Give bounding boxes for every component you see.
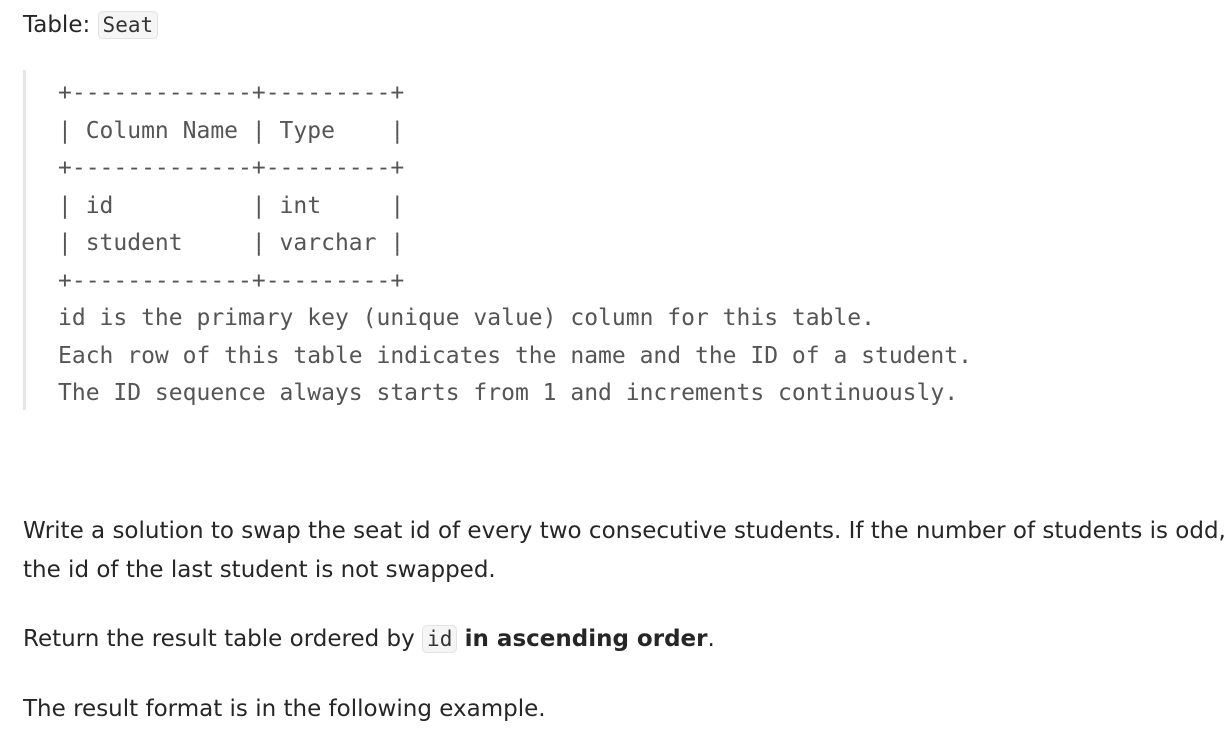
table-heading bbox=[23, 8, 158, 42]
schema-note: id is the primary key (unique value) column for this table. bbox=[58, 305, 875, 331]
return-order-bold: in ascending order bbox=[464, 626, 708, 652]
schema-blockquote bbox=[23, 70, 1126, 410]
schema-line: +-------------+---------+ bbox=[58, 267, 405, 294]
return-suffix: . bbox=[707, 626, 715, 652]
schema-line: | Column Name | Type | bbox=[58, 117, 405, 144]
task-description-line2: the id of the last student is not swapped. bbox=[23, 557, 496, 583]
return-prefix: Return the result table ordered by bbox=[23, 626, 423, 652]
return-instruction bbox=[23, 620, 715, 659]
schema-line: | student | varchar | bbox=[58, 230, 405, 256]
schema-note: Each row of this table indicates the name and the ID of a student. bbox=[58, 342, 972, 369]
schema-line: +-------------+---------+ bbox=[58, 155, 405, 181]
schema-code-block bbox=[58, 75, 972, 413]
schema-line: | id | int | bbox=[58, 192, 405, 219]
table-name-code: Seat bbox=[98, 11, 159, 39]
task-description bbox=[23, 512, 1226, 590]
result-format-note: The result format is in the following example. bbox=[23, 696, 546, 722]
schema-line: +-------------+---------+ bbox=[58, 80, 405, 106]
task-description-line1: Write a solution to swap the seat id of every two consecutive students. If the number of students is odd, bbox=[23, 518, 1226, 544]
table-heading-prefix: Table: bbox=[23, 12, 98, 38]
return-order-code: id bbox=[422, 625, 457, 653]
schema-note: The ID sequence always starts from 1 and increments continuously. bbox=[58, 380, 959, 406]
